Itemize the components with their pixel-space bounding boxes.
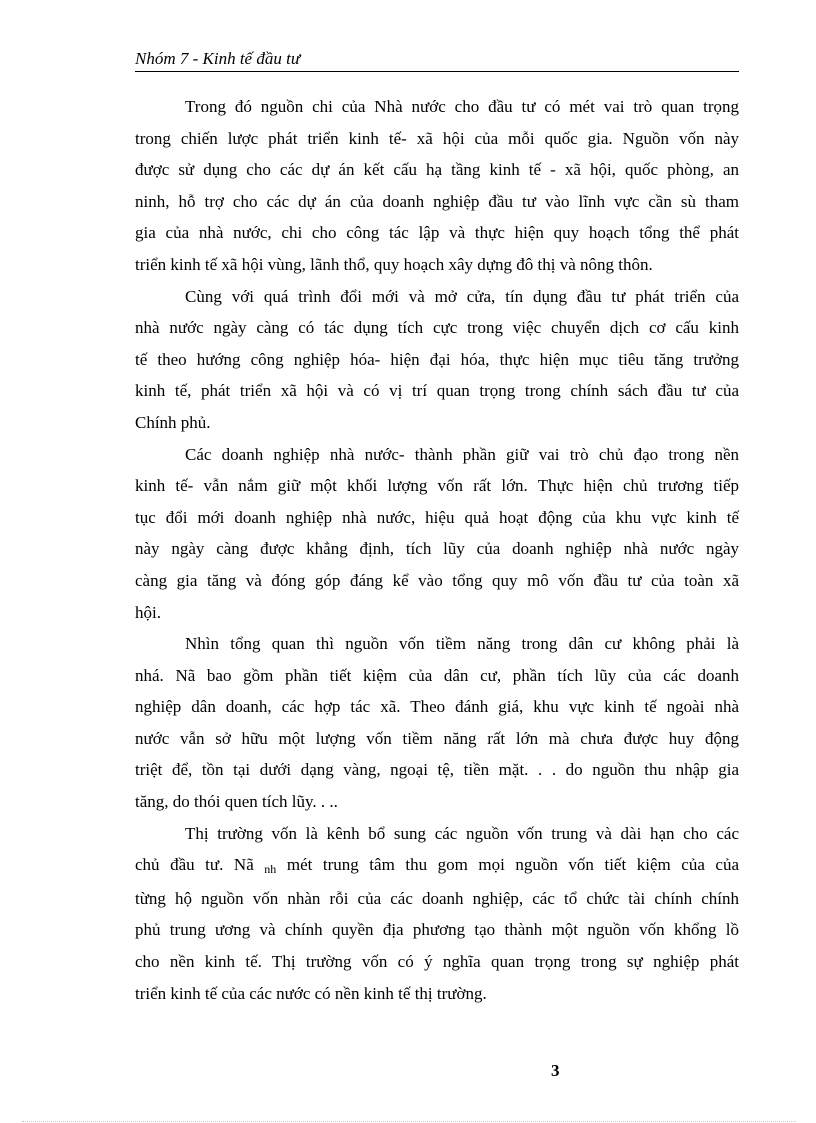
text-line: kinh tế- vẫn nắm giữ một khối lượng vốn rất lớn. Thực hiện chủ trương tiếp [135,476,739,496]
inline-text-before: chủ đầu tư. Nã [135,855,265,875]
text-line: nước vẫn sở hữu một lượng vốn tiềm năng rất lớn mà chưa được huy động [135,728,739,748]
text-line: tế theo hướng công nghiệp hóa- hiện đại hóa, thực hiện mục tiêu tăng trưởng [135,349,739,369]
text-line: triển kinh tế xã hội vùng, lãnh thổ, quy hoạch xây dựng đô thị và nông thôn. [135,254,653,274]
text-line: từng hộ nguồn vốn nhàn rỗi của các doanh nghiệp, các tổ chức tài chính chính [135,888,739,908]
text-line-with-inline [135,849,739,883]
inline-small-text: nh [264,862,277,877]
document-body [135,91,739,1009]
text-line: Nhìn tổng quan thì nguồn vốn tiềm năng trong dân cư không phải là [185,634,739,654]
text-line: nhá. Nã bao gồm phần tiết kiệm của dân cư, phần tích lũy của các doanh [135,665,739,685]
text-line: kinh tế, phát triển xã hội và có vị trí quan trọng trong chính sách đầu tư của [135,381,739,401]
text-line: phủ trung ương và chính quyền địa phương tạo thành một nguồn vốn khổng lồ [135,920,739,940]
text-line: tăng, do thói quen tích lũy. . .. [135,792,338,812]
text-line: nghiệp dân doanh, các hợp tác xã. Theo đánh giá, khu vực kinh tế ngoài nhà [135,697,739,717]
text-line: càng gia tăng và đóng góp đáng kể vào tổng quy mô vốn đầu tư của toàn xã [135,570,739,590]
text-line: trong chiến lược phát triển kinh tế- xã hội của mỗi quốc gia. Nguồn vốn này [135,128,739,148]
text-line: ninh, hỗ trợ cho các dự án của doanh nghiệp đầu tư vào lĩnh vực cần sù tham [135,191,739,211]
paragraph-3 [135,439,739,629]
paragraph-1 [135,91,739,281]
paragraph-2 [135,281,739,439]
text-line: tục đổi mới doanh nghiệp nhà nước, hiệu quả hoạt động của khu vực kinh tế [135,507,739,527]
text-line: hội. [135,602,161,622]
text-line: Trong đó nguồn chi của Nhà nước cho đầu tư có mét vai trò quan trọng [185,97,739,116]
text-line: Cùng với quá trình đổi mới và mở cửa, tín dụng đầu tư phát triển của [185,286,739,306]
text-line: triển kinh tế của các nước có nền kinh tế thị trường. [135,983,487,1003]
text-line: này ngày càng được khẳng định, tích lũy của doanh nghiệp nhà nước ngày [135,539,739,559]
text-line: gia của nhà nước, chi cho công tác lập và thực hiện quy hoạch tổng thể phát [135,223,739,243]
inline-text-after: mét trung tâm thu gom mọi nguồn vốn tiết kiệm của của [276,855,739,875]
text-line: triệt để, tồn tại dưới dạng vàng, ngoại tệ, tiền mặt. . . do nguồn thu nhập gia [135,760,739,780]
text-line: Chính phủ. [135,412,211,432]
text-line: được sử dụng cho các dự án kết cấu hạ tầng kinh tế - xã hội, quốc phòng, an [135,160,739,180]
text-line: Các doanh nghiệp nhà nước- thành phần giữ vai trò chủ đạo trong nền [185,444,739,464]
header-divider [135,71,739,72]
text-line: nhà nước ngày càng có tác dụng tích cực trong việc chuyển dịch cơ cấu kinh [135,318,739,338]
text-line: cho nền kinh tế. Thị trường vốn có ý nghĩa quan trọng trong sự nghiệp phát [135,952,739,972]
page-bottom-border [22,1121,796,1122]
paragraph-5 [135,818,739,1010]
paragraph-4 [135,628,739,818]
text-line: Thị trường vốn là kênh bổ sung các nguồn vốn trung và dài hạn cho các [185,823,739,843]
running-header: Nhóm 7 - Kinh tế đầu tư [135,49,301,68]
page-number: 3 [551,1061,560,1080]
